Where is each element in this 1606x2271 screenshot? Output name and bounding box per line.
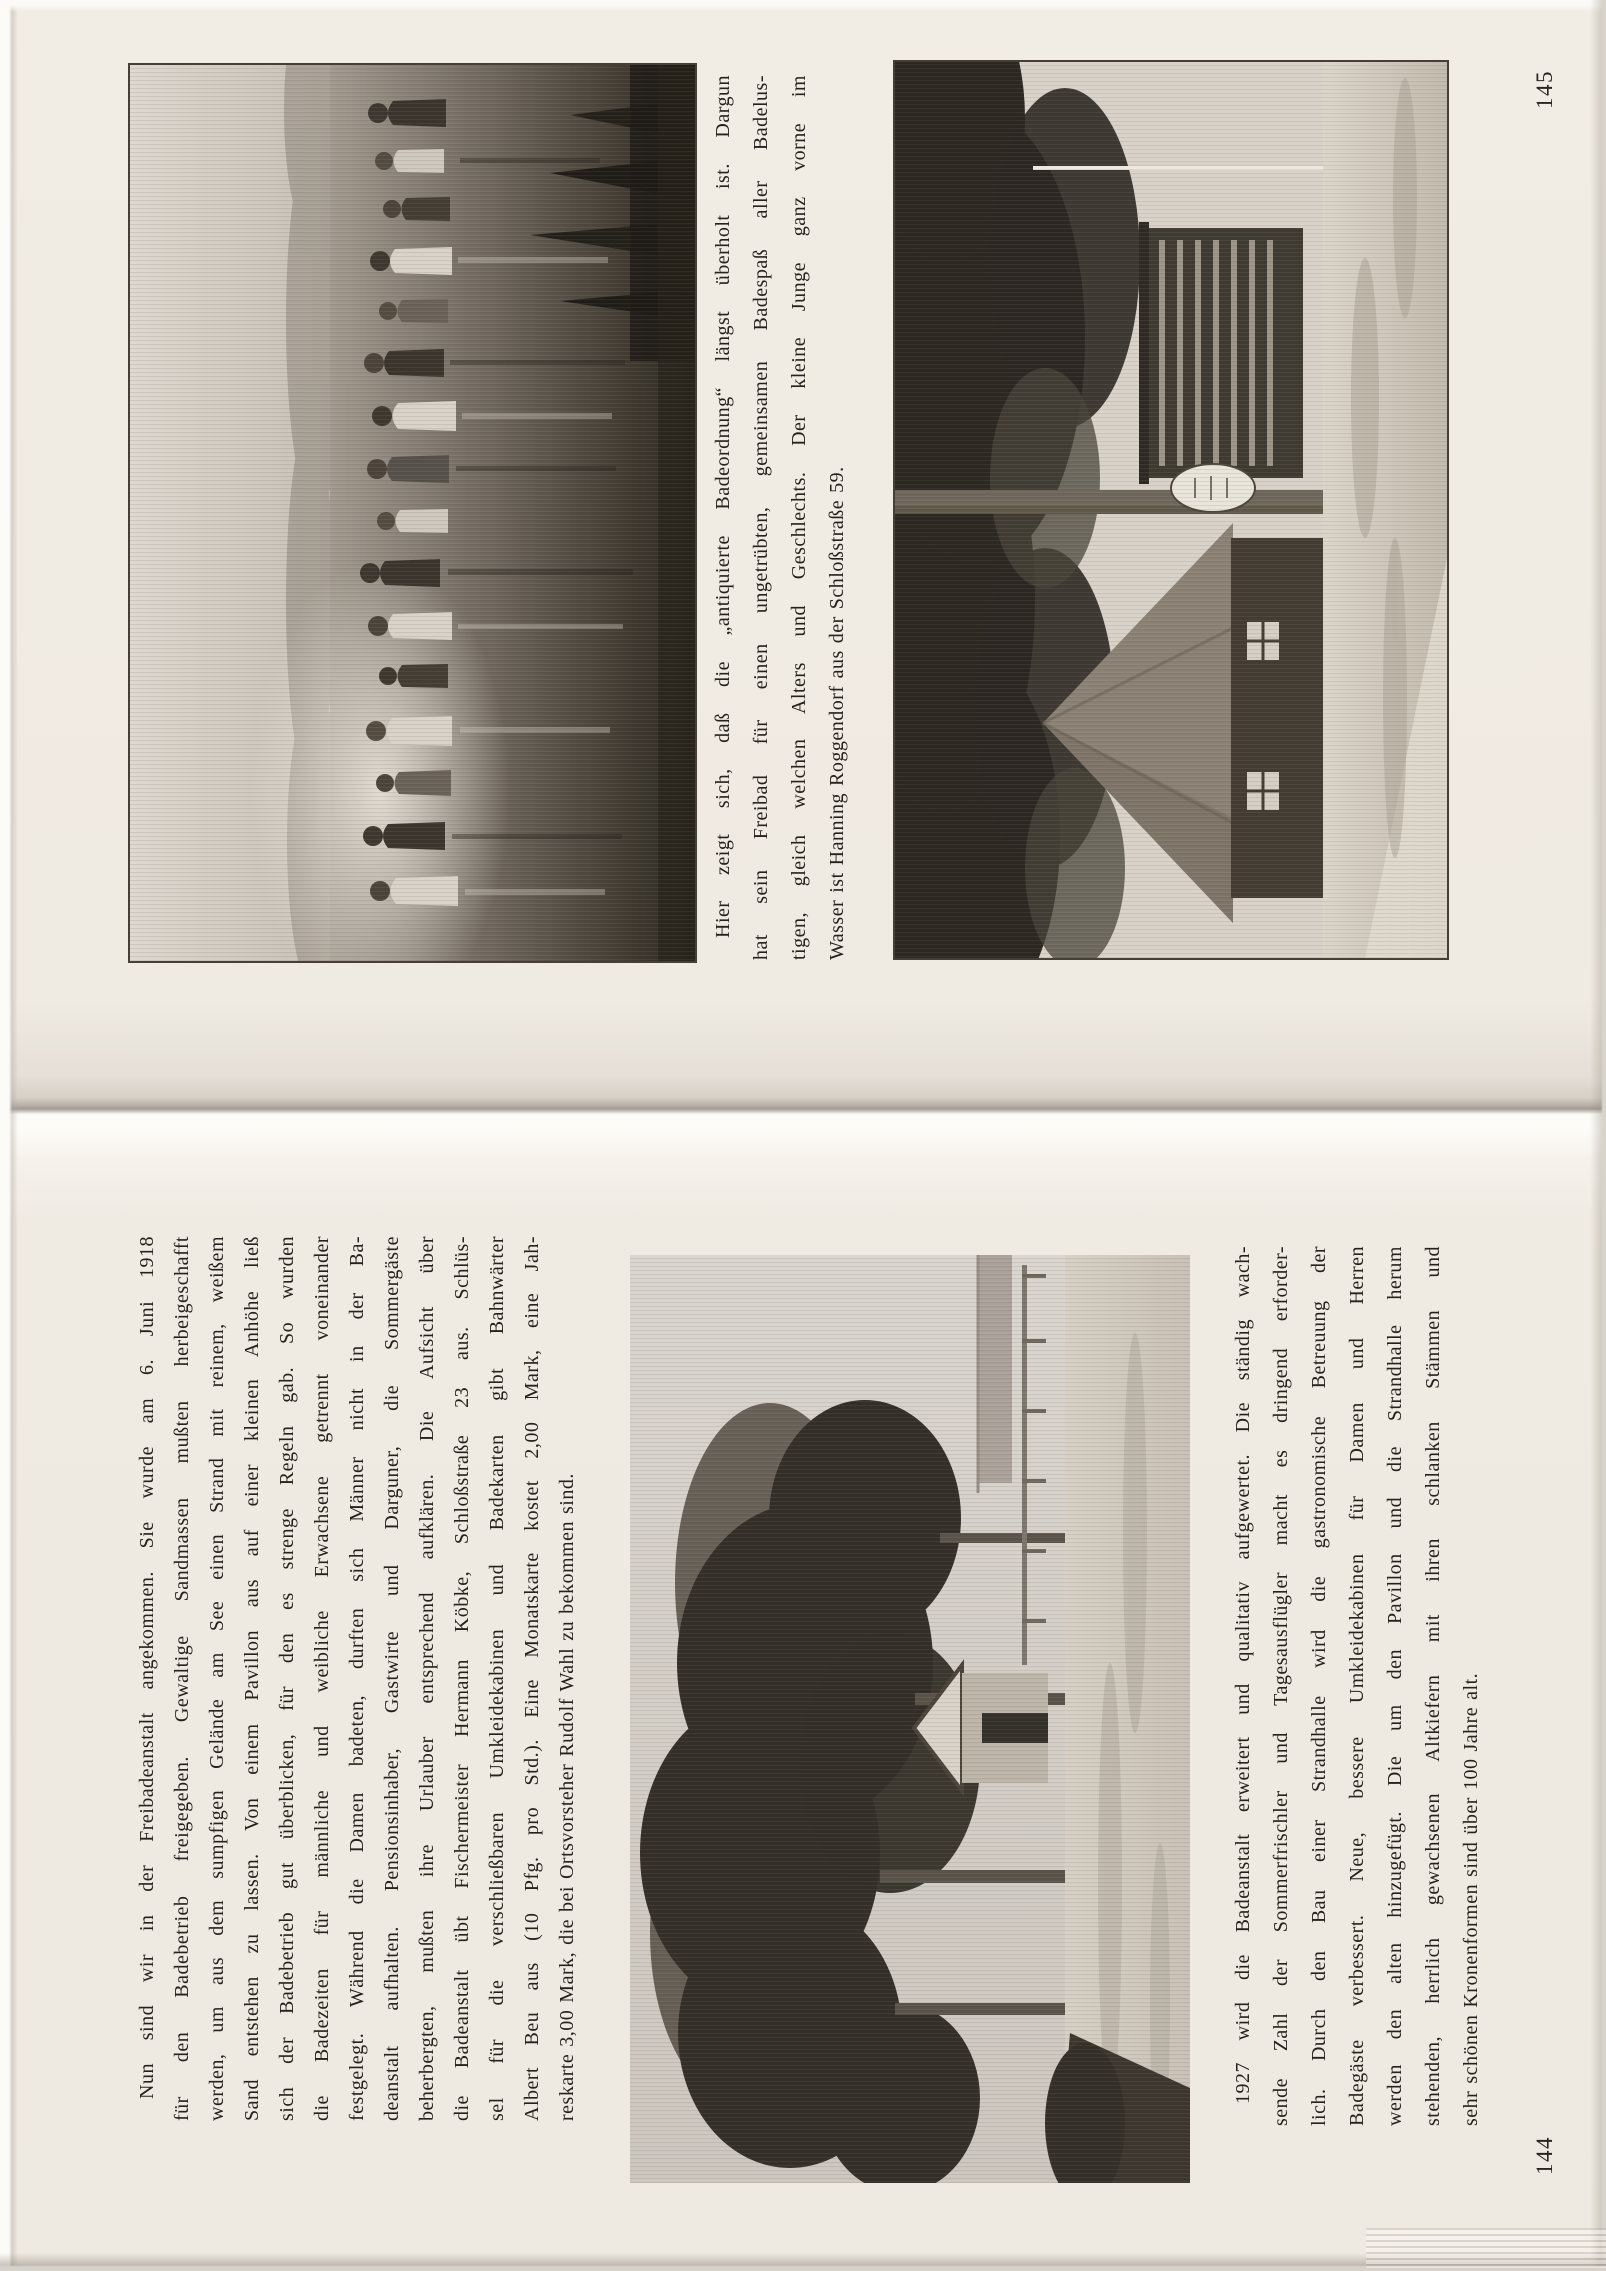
photo-beach-illustration bbox=[630, 1255, 1190, 2183]
body-line: werden, um aus dem sumpfigen Gelände am See einen Strand mit reinem, weißem bbox=[206, 1236, 228, 2121]
body-line: reskarte 3,00 Mark, die bei Ortsvorsteher Rudolf Wahl zu bekommen sind. bbox=[556, 1473, 578, 2121]
body-line: festgelegt. Während die Damen badeten, durften sich Männer nicht in der Ba- bbox=[346, 1236, 368, 2121]
body-line: Albert Beu aus (10 Pfg. pro Std.). Eine Monatskarte kostet 2,00 Mark, eine Jah- bbox=[521, 1236, 543, 2121]
photo-bathers-illustration bbox=[130, 65, 695, 961]
body-line: Sand entstehen zu lassen. Von einem Pavillon aus auf einer kleinen Anhöhe ließ bbox=[241, 1236, 263, 2121]
page-144 bbox=[0, 1170, 1606, 2271]
body-line: die Badezeiten für männliche und weibliche Erwachsene getrennt voneinander bbox=[311, 1236, 333, 2121]
caption-line: 1927 wird die Badeanstalt erweitert und qualitativ aufgewertet. Die ständig wach- bbox=[1232, 1246, 1254, 2104]
photo-beach-pines-pavilion bbox=[630, 1255, 1190, 2183]
caption-line: werden den alten hinzugefügt. Die um den Pavillon und die Strandhalle herum bbox=[1384, 1246, 1406, 2126]
page-number-145: 145 bbox=[1532, 70, 1557, 109]
photo-bathhouse-illustration bbox=[895, 62, 1447, 958]
caption-line: Badegäste verbessert. Neue, bessere Umkleidekabinen für Damen und Herren bbox=[1346, 1246, 1368, 2126]
body-text-page-144 bbox=[130, 1236, 585, 2121]
caption-line: Hier zeigt sich, daß die „antiquierte Badeordnung“ längst überholt ist. Dargun bbox=[712, 75, 734, 938]
caption-line: sehr schönen Kronenformen sind über 100 Jahre alt. bbox=[1460, 1672, 1482, 2126]
body-line: deanstalt aufhalten. Pensionsinhaber, Gastwirte und Darguner, die Sommergäste bbox=[381, 1236, 403, 2121]
caption-line: Wasser ist Hanning Roggendorf aus der Schloßstraße 59. bbox=[826, 466, 848, 960]
caption-line: lich. Durch den Bau einer Strandhalle wird die gastronomische Betreuung der bbox=[1308, 1246, 1330, 2126]
caption-line: sende Zahl der Sommerfrischler und Tagesausflügler macht es dringend erforder- bbox=[1270, 1246, 1292, 2126]
body-line: sel für die verschließbaren Umkleidekabinen und Badekarten gibt Bahnwärter bbox=[486, 1236, 508, 2121]
caption-line: tigen, gleich welchen Alters und Geschlechts. Der kleine Junge ganz vorne im bbox=[788, 75, 810, 960]
body-line: sich der Badebetrieb gut überblicken, für den es strenge Regeln gab. So wurden bbox=[276, 1236, 298, 2121]
caption-page-145 bbox=[704, 75, 856, 960]
photo-bathers-in-lake bbox=[128, 63, 697, 963]
body-line: beherbergten, mußten ihre Urlauber entsprechend aufklären. Die Aufsicht über bbox=[416, 1236, 438, 2121]
body-line: die Badeanstalt übt Fischermeister Hermann Köbke, Schloßstraße 23 aus. Schlüs- bbox=[451, 1236, 473, 2121]
body-line: für den Badebetrieb freigegeben. Gewaltige Sandmassen mußten herbeigeschafft bbox=[171, 1236, 193, 2121]
caption-line: hat sein Freibad für einen ungetrübten, gemeinsamen Badespaß aller Badelus- bbox=[750, 75, 772, 960]
page-145 bbox=[0, 0, 1606, 1085]
photo-thatched-bathhouse bbox=[893, 60, 1449, 960]
caption-line: stehenden, herrlich gewachsenen Altkiefern mit ihren schlanken Stämmen und bbox=[1422, 1246, 1444, 2126]
caption-page-144 bbox=[1224, 1246, 1490, 2126]
page-number-144: 144 bbox=[1532, 2136, 1557, 2175]
body-line: Nun sind wir in der Freibadeanstalt angekommen. Sie wurde am 6. Juni 1918 bbox=[136, 1236, 158, 2099]
